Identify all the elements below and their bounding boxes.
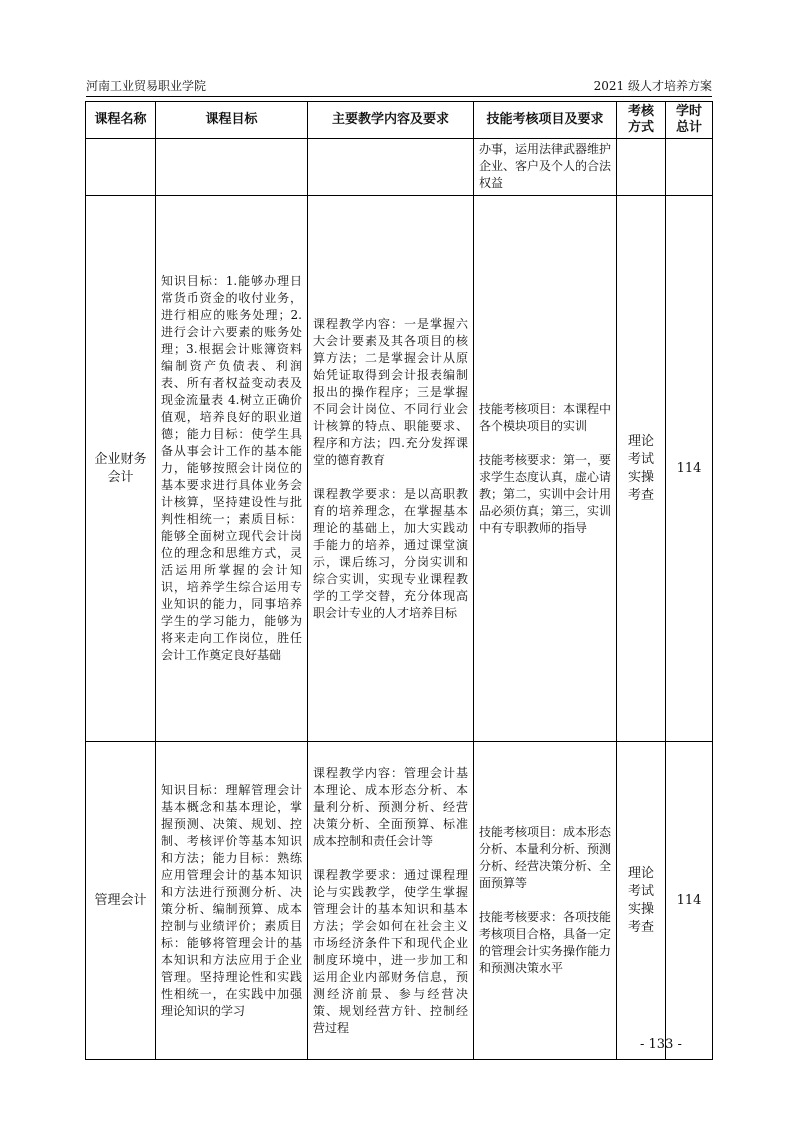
cell-skill-continued [474, 139, 617, 196]
page-number: - 133 - [640, 1037, 682, 1052]
cell-total-hours [666, 742, 713, 1060]
skill-assessment-block [474, 399, 616, 539]
cell-empty [86, 139, 156, 196]
teaching-requirement-text: 课程教学要求：通过课程理论与实践教学，使学生掌握管理会计的基本知识和基本方法；学会如何在社会主义市场经济条件下和现代企业制度环境中，进一步加工和运用企业内部财务信息，预测经济前景、参与经营决策、规划经营方针、控制经营过程 [313, 867, 468, 1035]
cell-skill-assessment [474, 742, 617, 1060]
page-header [86, 77, 712, 95]
header-rule [86, 96, 712, 97]
skill-continued-text: 办事，运用法律武器维护企业、客户及个人的合法权益 [479, 142, 612, 190]
teaching-content-text: 课程教学内容：管理会计基本理论、成本形态分析、本量利分析、预测分析、经营决策分析、全面预算、标准成本控制和责任会计等 [313, 765, 468, 848]
col-header-skill-assessment: 技能考核项目及要求 [474, 102, 617, 139]
col-header-hours-line1: 学时 [675, 104, 702, 119]
col-header-exam-line2: 方式 [627, 120, 654, 135]
cell-course-name [86, 196, 156, 742]
course-name-text: 管理会计 [94, 892, 147, 908]
table-row-continued [86, 139, 713, 196]
exam-method-text: 理论考试实操考查 [627, 865, 654, 935]
col-header-exam-method [617, 102, 666, 139]
cell-empty [308, 139, 474, 196]
teaching-content-text: 课程教学内容：一是掌握六大会计要素及其各项目的核算方法；二是掌握会计从原始凭证取得到会计报表编制报出的操作程序；三是掌握不同会计岗位、不同行业会计核算的特点、职能要求、程序和方法；四.充分发挥课堂的德育教育 [313, 316, 468, 467]
curriculum-table [85, 101, 713, 1060]
skill-assessment-block [474, 822, 616, 979]
cell-empty [666, 139, 713, 196]
cell-teaching-content [308, 196, 474, 742]
total-hours-text: 114 [676, 893, 702, 908]
cell-course-name [86, 742, 156, 1060]
col-header-course-goal: 课程目标 [156, 102, 308, 139]
skill-requirements-text: 技能考核要求：各项技能考核项目合格，具备一定的管理会计实务操作能力和预测决策水平 [479, 910, 612, 975]
cell-teaching-content [308, 742, 474, 1060]
teaching-requirement-text: 课程教学要求：是以高职教育的培养理念，在掌握基本理论的基础上，加大实践动手能力的培养，通过课堂演示，课后练习，分岗实训和综合实训，实现专业课程教学的工学交替，充分体现高职会计专业的人才培养目标 [313, 486, 468, 620]
cell-empty [617, 139, 666, 196]
cell-empty [156, 139, 308, 196]
course-name-text: 企业财务会计 [94, 451, 147, 485]
cell-exam-method [617, 196, 666, 742]
teaching-content-block [308, 763, 473, 1039]
teaching-content-block [308, 314, 473, 624]
table-row-management-accounting [86, 742, 713, 1060]
col-header-exam-line1: 考核 [627, 104, 654, 119]
header-school-name: 河南工业贸易职业学院 [86, 79, 207, 93]
table-header-row [86, 102, 713, 139]
cell-course-goal [156, 196, 308, 742]
total-hours-text: 114 [676, 461, 702, 476]
table-row-enterprise-accounting [86, 196, 713, 742]
cell-total-hours [666, 196, 713, 742]
course-goal-text: 知识目标：理解管理会计基本概念和基本理论，掌握预测、决策、规划、控制、考核评价等基本知识和方法；能力目标：熟练应用管理会计的基本知识和方法进行预测分析、决策分析、编制预算、成本控制与业绩评价；素质目标：能够将管理会计的基本知识和方法应用于企业管理。坚持理论性和实践性相统一，在实践中加强理论知识的学习 [161, 782, 302, 1018]
header-plan-title: 2021 级人才培养方案 [593, 79, 712, 93]
col-header-course-name: 课程名称 [86, 102, 156, 139]
cell-course-goal [156, 742, 308, 1060]
cell-exam-method [617, 742, 666, 1060]
skill-requirements-text: 技能考核要求：第一，要求学生态度认真，虚心请教；第二，实训中会计用品必须仿真；第三，实训中有专职教师的指导 [479, 452, 612, 535]
col-header-teaching-content: 主要教学内容及要求 [308, 102, 474, 139]
col-header-total-hours [666, 102, 713, 139]
cell-skill-assessment [474, 196, 617, 742]
skill-items-text: 技能考核项目：成本形态分析、本量利分析、预测分析、经营决策分析、全面预算等 [479, 825, 612, 890]
skill-items-text: 技能考核项目：本课程中各个模块项目的实训 [479, 401, 612, 433]
exam-method-text: 理论考试实操考查 [627, 433, 654, 503]
col-header-hours-line2: 总计 [675, 120, 702, 135]
course-goal-text: 知识目标：1.能够办理日常货币资金的收付业务，进行相应的账务处理；2.进行会计六要素的账务处理；3.根据会计账簿资料编制资产负债表、利润表、所有者权益变动表及现金流量表 4.树立正确价值观，培养良好的职业道德；能力目标：使学生具备从事会计工作的基本能力，能够按照会计岗位的基本要求进行具体业务会计核算，坚持建设性与批判性相统一；素质目标：能够全面树立现代会计岗位的理念和思维方式，灵活运用所掌握的会计知识，培养学生综合运用专业知识的能力，同事培养学生的学习能力，能够为将来走向工作岗位，胜任会计工作奠定良好基础 [161, 274, 302, 662]
